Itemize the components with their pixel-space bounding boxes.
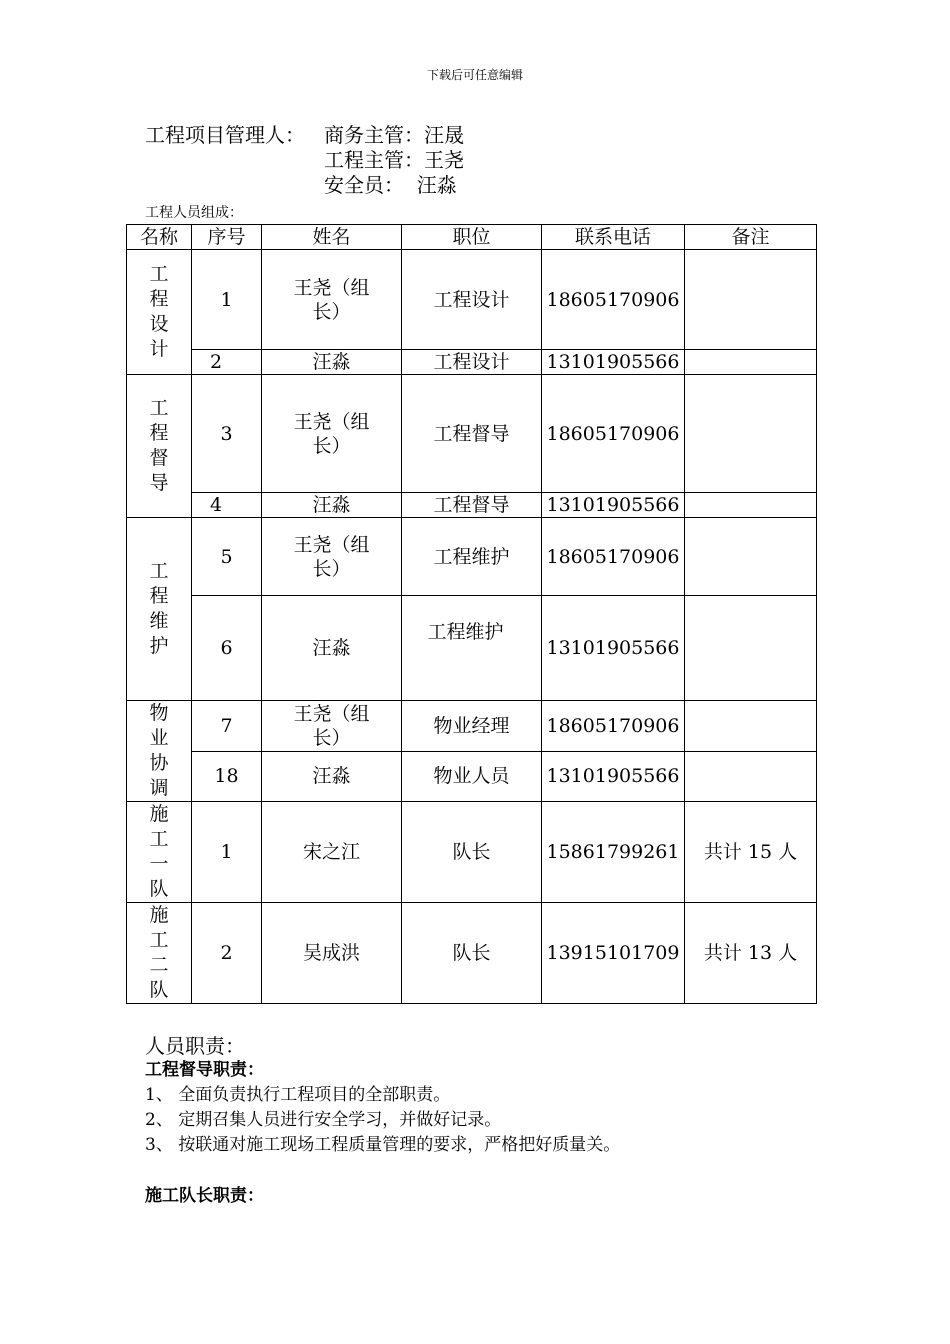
phone-cell: 18605170906 [542, 518, 685, 596]
name-cell: 宋之江 [262, 802, 402, 903]
note-cell: 共计 15 人 [685, 802, 817, 903]
position-cell: 工程设计 [402, 350, 542, 375]
note-cell [685, 375, 817, 493]
note-cell [685, 701, 817, 752]
position-cell: 工程设计 [402, 250, 542, 350]
category-label: 施工一队 [149, 803, 169, 900]
header-cell-category: 名称 [127, 225, 192, 250]
table-header-row [127, 225, 817, 250]
name-cell: 汪淼 [262, 596, 402, 701]
duty-item: 3、 按联通对施工现场工程质量管理的要求，严格把好质量关。 [145, 1135, 621, 1155]
team-leader-duties-title: 施工队长职责： [145, 1186, 264, 1206]
category-cell [127, 518, 192, 701]
position-cell: 队长 [402, 903, 542, 1004]
name-text: 王尧（组长） [293, 533, 370, 580]
category-cell [127, 375, 192, 518]
phone-cell: 13101905566 [542, 751, 685, 802]
position-cell: 工程维护 [402, 518, 542, 596]
position-cell: 队长 [402, 802, 542, 903]
table-row [127, 493, 817, 518]
phone-cell: 13101905566 [542, 350, 685, 375]
number-cell: 2 [192, 350, 262, 375]
duty-item: 1、 全面负责执行工程项目的全部职责。 [145, 1085, 451, 1105]
number-cell: 4 [192, 493, 262, 518]
name-text: 王尧（组长） [293, 276, 370, 323]
duties-title: 人员职责： [145, 1034, 245, 1058]
note-cell [685, 350, 817, 375]
category-label: 物业协调 [149, 702, 169, 799]
number-cell: 1 [192, 250, 262, 350]
table-row [127, 518, 817, 596]
name-cell [262, 518, 402, 596]
category-cell [127, 802, 192, 903]
staff-table [126, 224, 817, 1004]
category-label: 工程维护 [149, 560, 169, 657]
number-cell: 3 [192, 375, 262, 493]
name-cell: 汪淼 [262, 751, 402, 802]
category-cell [127, 701, 192, 802]
category-cell [127, 250, 192, 375]
category-label: 施工二队 [149, 904, 169, 1001]
phone-cell: 18605170906 [542, 250, 685, 350]
number-cell: 2 [192, 903, 262, 1004]
note-cell [685, 518, 817, 596]
position-cell: 物业经理 [402, 701, 542, 752]
table-row [127, 350, 817, 375]
note-cell [685, 250, 817, 350]
number-cell: 6 [192, 596, 262, 701]
phone-cell: 13915101709 [542, 903, 685, 1004]
header-cell-position: 职位 [402, 225, 542, 250]
phone-cell: 18605170906 [542, 375, 685, 493]
phone-cell: 18605170906 [542, 701, 685, 752]
header-cell-phone: 联系电话 [542, 225, 685, 250]
manager-line-business: 商务主管：汪晟 [324, 123, 464, 147]
position-cell: 工程维护 [402, 596, 542, 701]
position-cell: 物业人员 [402, 751, 542, 802]
header-note: 下载后可任意编辑 [426, 68, 523, 82]
header-cell-number: 序号 [192, 225, 262, 250]
phone-cell: 13101905566 [542, 493, 685, 518]
table-row [127, 375, 817, 493]
name-cell: 吴成洪 [262, 903, 402, 1004]
position-cell: 工程督导 [402, 375, 542, 493]
table-caption: 工程人员组成： [145, 205, 243, 221]
phone-cell: 15861799261 [542, 802, 685, 903]
name-cell [262, 250, 402, 350]
note-cell [685, 493, 817, 518]
supervisor-duties-title: 工程督导职责： [145, 1060, 264, 1080]
header-cell-note: 备注 [685, 225, 817, 250]
name-cell: 汪淼 [262, 493, 402, 518]
number-cell: 5 [192, 518, 262, 596]
note-cell [685, 751, 817, 802]
header-cell-name: 姓名 [262, 225, 402, 250]
category-cell [127, 903, 192, 1004]
table-row [127, 802, 817, 903]
number-cell: 1 [192, 802, 262, 903]
name-text: 王尧（组长） [293, 702, 370, 749]
note-cell [685, 596, 817, 701]
manager-line-engineering: 工程主管：王尧 [324, 148, 464, 172]
name-cell [262, 701, 402, 752]
manager-line-safety: 安全员： 汪淼 [324, 173, 457, 197]
table-row [127, 250, 817, 350]
note-cell: 共计 13 人 [685, 903, 817, 1004]
name-text: 王尧（组长） [293, 410, 370, 457]
table-row [127, 751, 817, 802]
phone-cell: 13101905566 [542, 596, 685, 701]
category-label: 工程设计 [149, 263, 169, 360]
category-label: 工程督导 [149, 397, 169, 494]
duty-item: 2、 定期召集人员进行安全学习，并做好记录。 [145, 1110, 502, 1130]
position-cell: 工程督导 [402, 493, 542, 518]
name-cell [262, 375, 402, 493]
table-row [127, 903, 817, 1004]
number-cell: 18 [192, 751, 262, 802]
table-row [127, 701, 817, 752]
number-cell: 7 [192, 701, 262, 752]
name-cell: 汪淼 [262, 350, 402, 375]
managers-label: 工程项目管理人： [145, 123, 305, 147]
table-row [127, 596, 817, 701]
